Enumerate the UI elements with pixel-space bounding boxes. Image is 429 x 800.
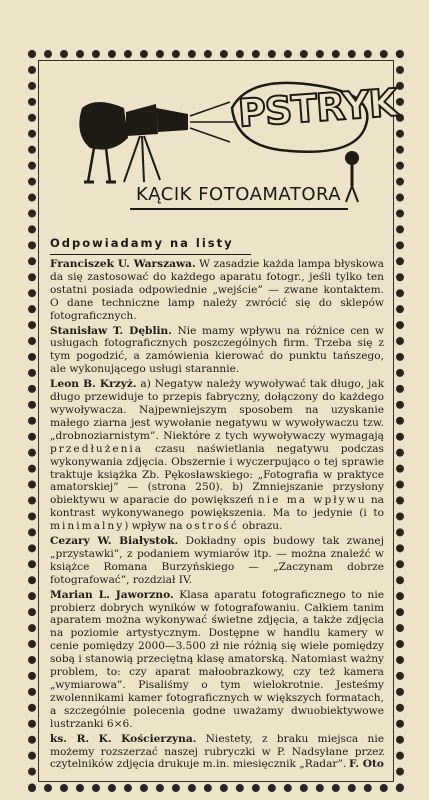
letter-entry: [50, 258, 384, 323]
answer-text: obrazu.: [238, 520, 283, 533]
answer-text: W zasadzie każda lampa błyskowa da się zastosować do każdego aparatu fotogr., jeśli tylko ten ostatni posiada odpowiednie „wejście” — zwane kontaktem. O dane techniczne lamp należy zwrócić się do sklepów fotograficznych.: [50, 258, 384, 322]
answer-text: ) wpływ na: [124, 520, 186, 533]
emphasis-text: ostrość: [185, 520, 239, 533]
author-signature: F. Oto: [348, 758, 384, 771]
answer-text: Nie mamy wpływu na różnice cen w usługach fotograficznych poszczególnych firm. Trzeba się z tym pogodzić, a zamówienia kierować do punktu tańszego, ale wykonującego usługi starannie.: [50, 324, 384, 376]
answer-text: na kontrast wykonywanego powiększenia. Ma to jedynie (i to: [50, 494, 384, 520]
letter-entry: [50, 325, 384, 377]
logo-underline: [130, 208, 348, 210]
correspondent-name: ks. R. K. Kościerzyna.: [50, 732, 197, 745]
column-header: [60, 78, 399, 218]
answer-text: Klasa aparatu fotograficznego to nie probierz dobrych wyników w fotografowaniu. Całkiem tanim aparatem można wykonywać świetne zdjęcia, a także zdjęcia na poziomie artystycznym. Dostępne w handlu kamery w cenie pomiędzy 2000—3.500 zł nie różnią się wiele pomiędzy sobą i stanowią przeciętną klasę amatorską. Natomiast ważny problem, to: czy aparat małoobrazkowy, czy też kamera „wymiarowa”. Pisaliśmy o tym wielokrotnie. Jesteśmy zwolennikami kamer fotograficznych w większych formatach, a szczególnie polecenia godne uważamy dwuobiektywowe lustrzanki 6×6.: [50, 588, 384, 730]
emphasis-text: minimalny: [50, 520, 125, 533]
emphasis-text: przedłużenia: [50, 442, 144, 455]
emphasis-text: nie ma wpływu: [257, 494, 367, 507]
section-rule: [50, 254, 251, 255]
logo-title: PSTRYK: [236, 80, 399, 136]
correspondent-name: Cezary W. Białystok.: [50, 535, 179, 548]
answer-text: czasu naświetlania negatywu podczas wykonywania zdjęcia. Obszernie i wyczerpująco o tej sprawie traktuje książka Zb. Pękosławskiego: „Fotografia w praktyce amatorskiej” — (strona 250). b) Zmniejszanie przysłony obiektywu w aparacie do powiększeń: [50, 442, 384, 507]
correspondent-name: Stanisław T. Dęblin.: [50, 324, 172, 337]
letter-entry: [50, 589, 384, 731]
section-title: Odpowiadamy na listy: [50, 236, 234, 250]
letter-entry: [50, 733, 384, 772]
letters-column: [50, 258, 384, 773]
letter-entry: [50, 535, 384, 587]
logo-subtitle: KĄCIK FOTOAMATORA: [136, 184, 342, 205]
correspondent-name: Franciszek U. Warszawa.: [50, 258, 196, 270]
answer-text: Niestety, z braku miejsca nie możemy rozszerzać naszej rubryczki w P. Nadsyłane przez czytelników zdjęcia drukuje m.in. miesięcznik „Radar”.: [50, 732, 384, 771]
answer-text: Dokładny opis budowy tak zwanej „przystawki”, z podaniem wymiarów itp. — można znaleźć w książce Romana Burzyńskiego — „Zaczynam dobrze fotografować”, rozdział IV.: [50, 535, 384, 586]
correspondent-name: Marian L. Jaworzno.: [50, 588, 174, 601]
letter-entry: [50, 378, 384, 533]
correspondent-name: Leon B. Krzyż.: [50, 378, 137, 391]
answer-text: a) Negatyw należy wywoływać tak długo, jak długo przewiduje to przepis fabryczny, dołączony do każdego wywoływacza. Najpewniejszym sposobem na uzyskanie małego ziarna jest wywołanie negatywu w wywoływaczu tzw. „drobnoziarnistym”. Niektóre z tych wywoływaczy wymagają: [50, 378, 384, 442]
